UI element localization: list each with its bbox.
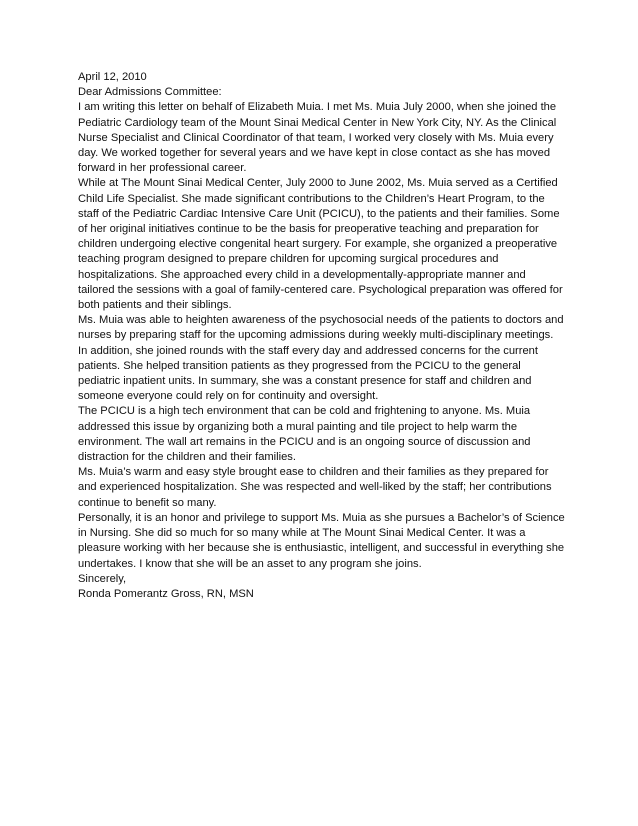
letter-paragraph-2: While at The Mount Sinai Medical Center, July 2000 to June 2002, Ms. Muia served as a Certified Child Life Specialist. She made significant contributions to the Children’s Heart Program, to the staff of the Pediatric Cardiac Intensive Care Unit (PCICU), to the patients and their families. Some of her original initiatives continue to be the basis for preoperative teaching and preparation for children undergoing elective congenital heart surgery. For example, she organized a preoperative teaching program designed to prepare children for upcoming surgical procedures and hospitalizations. She approached every child in a developmentally-appropriate manner and tailored the sessions with a goal of family-centered care. Psychological preparation was offered for both patients and their siblings.	[78, 177, 563, 312]
letter-page	[78, 70, 565, 602]
letter-closing: Sincerely,	[78, 572, 127, 585]
letter-paragraph-3: Ms. Muia was able to heighten awareness of the psychosocial needs of the patients to doctors and nurses by preparing staff for the upcoming admissions during weekly multi-disciplinary meetings. In addition, she joined rounds with the staff every day and addressed concerns for the current patients. She helped transition patients as they progressed from the PCICU to the general pediatric inpatient units. In summary, she was a constant presence for staff and children and someone everyone could rely on for continuity and oversight.	[78, 314, 564, 403]
letter-date: April 12, 2010	[78, 71, 147, 83]
letter-paragraph-5: Ms. Muia’s warm and easy style brought ease to children and their families as they prepared for and experienced hospitalization. She was respected and well-liked by the staff; her contributions continue to benefit so many.	[78, 466, 552, 509]
letter-paragraph-6: Personally, it is an honor and privilege to support Ms. Muia as she pursues a Bachelor’s of Science in Nursing. She did so much for so many while at The Mount Sinai Medical Center. It was a pleasure working with her because she is enthusiastic, intelligent, and successful in everything she undertakes. I know that she will be an asset to any program she joins.	[78, 511, 565, 570]
letter-paragraph-4: The PCICU is a high tech environment that can be cold and frightening to anyone. Ms. Muia addressed this issue by organizing both a mural painting and tile project to help warm the environment. The wall art remains in the PCICU and is an ongoing source of discussion and distraction for the children and their families.	[78, 405, 531, 464]
letter-paragraph-1: I am writing this letter on behalf of Elizabeth Muia. I met Ms. Muia July 2000, when she joined the Pediatric Cardiology team of the Mount Sinai Medical Center in New York City, NY. As the Clinical Nurse Specialist and Clinical Coordinator of that team, I worked very closely with Ms. Muia every day. We worked together for several years and we have kept in close contact as she has moved forward in her professional career.	[78, 101, 557, 175]
letter-salutation: Dear Admissions Committee:	[78, 86, 222, 99]
letter-signature: Ronda Pomerantz Gross, RN, MSN	[78, 587, 254, 600]
